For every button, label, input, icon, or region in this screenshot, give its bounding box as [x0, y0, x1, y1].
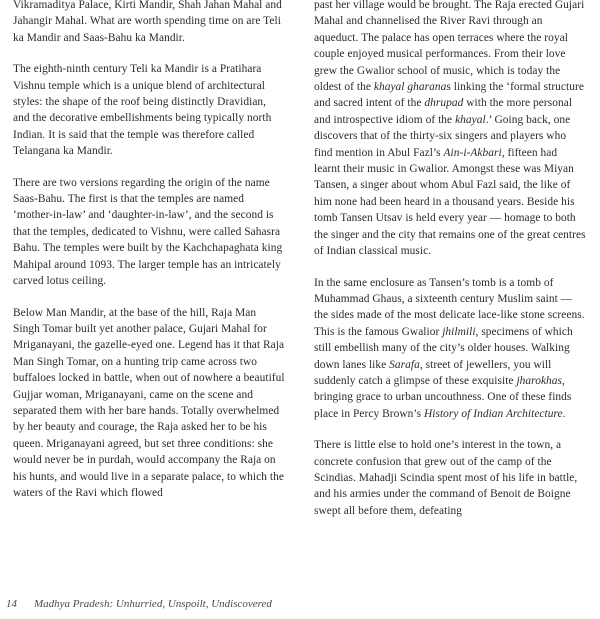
paragraph — [314, 275, 586, 423]
text-run: .’ Going back, one discovers that of the thirty-six singers and players who find mention in Abul Fazl’s — [314, 113, 571, 159]
page-footer — [6, 597, 272, 611]
italic-term: History of Indian Architecture — [423, 407, 563, 420]
text-run: . — [562, 407, 566, 420]
paragraph: Vikramaditya Palace, Kirti Mandir, Shah Jahan Mahal and Jahangir Mahal. What are worth spending time on are Teli ka Mandir and Saas-Bahu ka Mandir. — [13, 0, 282, 44]
page-number: 14 — [6, 598, 17, 610]
text-run: , bringing grace to urban uncouthness. One of these finds place in Percy Brown’s — [314, 374, 572, 420]
left-column — [13, 0, 285, 516]
text-run: s linking the ‘formal structure and sacred intent of the — [314, 81, 584, 110]
italic-term: jharokhas — [516, 374, 563, 387]
text-run: , street of jewellers, you will suddenly catch a glimpse of these exquisite — [314, 358, 552, 387]
text-run: with the more personal and introspective idiom of the — [314, 97, 573, 126]
paragraph: There are two versions regarding the origin of the name Saas-Bahu. The first is that the temples are named ‘mother-in-law’ and ‘daughter-in-law’, and the second is that the temples, dedicated to Vishnu, were called Sahasra Bahu. The temples were built by the Kachchapaghata king Mahipal around 1093. The larger temple has an intricately carved lotus ceiling. — [13, 176, 283, 288]
italic-term: khayal gharana — [373, 81, 447, 94]
right-column — [314, 0, 586, 534]
paragraph — [314, 0, 586, 260]
running-title: Madhya Pradesh: Unhurried, Unspoilt, Undiscovered — [34, 598, 272, 610]
paragraph: Below Man Mandir, at the base of the hill, Raja Man Singh Tomar built yet another palace, Gujari Mahal for Mriganayani, the gazelle-eyed one. Legend has it that Raja Man Singh Tomar, on a hunting trip came across two buffaloes locked in battle, when out of nowhere a beautiful Gujjar woman, Mriganayani, came on the scene and separated them with her bare hands. Totally overwhelmed by her beauty and courage, the Raja asked her to be his queen. Mriganayani agreed, but set three conditions: she would never be in purdah, would accompany the Raja on his hunts, and would live in a separate palace, to which the waters of the Ravi which flowed — [13, 306, 285, 499]
text-run: past her village would be brought. The Raja erected Gujari Mahal and channelised the River Ravi through an aqueduct. The palace has open terraces where the royal couple enjoyed musical performances. From their love grew the Gwalior school of music, which is today the oldest of the — [314, 0, 585, 94]
italic-term: dhrupad — [424, 97, 464, 110]
paragraph: The eighth-ninth century Teli ka Mandir is a Pratihara Vishnu temple which is a unique blend of architectural styles: the shape of the roof being distinctly Dravidian, and the decorative embellishments being typically north Indian. It is said that the temple was therefore called Telangana ka Mandir. — [13, 63, 272, 158]
paragraph: There is little else to hold one’s interest in the town, a concrete confusion that grew out of the camp of the Scindias. Mahadji Scindia spent most of his life in battle, and his armies under the command of Benoit de Boigne swept all before them, defeating — [314, 439, 578, 517]
text-run: , fifteen had learnt their music in Gwalior. Amongst these was Miyan Tansen, a singer about whom Abul Fazl said, the like of him none had been heard in a thousand years. Beside his tomb Tansen Utsav is held every year — homage to both the singer and the city that remains one of the great centres of Indian classical music. — [314, 146, 586, 258]
italic-term: Sarafa — [389, 358, 420, 371]
italic-term: jhilmili — [442, 325, 476, 338]
text-run: , specimens of which still embellish many of the city’s older houses. Walking down lanes like — [314, 325, 573, 371]
text-run: In the same enclosure as Tansen’s tomb is a tomb of Muhammad Ghaus, a sixteenth century Muslim saint — the sides made of the most delicate lace-like stone screens. This is the famous Gwalior — [314, 276, 585, 338]
italic-term: Ain-i-Akbari — [443, 146, 502, 159]
italic-term: khayal — [455, 113, 486, 126]
